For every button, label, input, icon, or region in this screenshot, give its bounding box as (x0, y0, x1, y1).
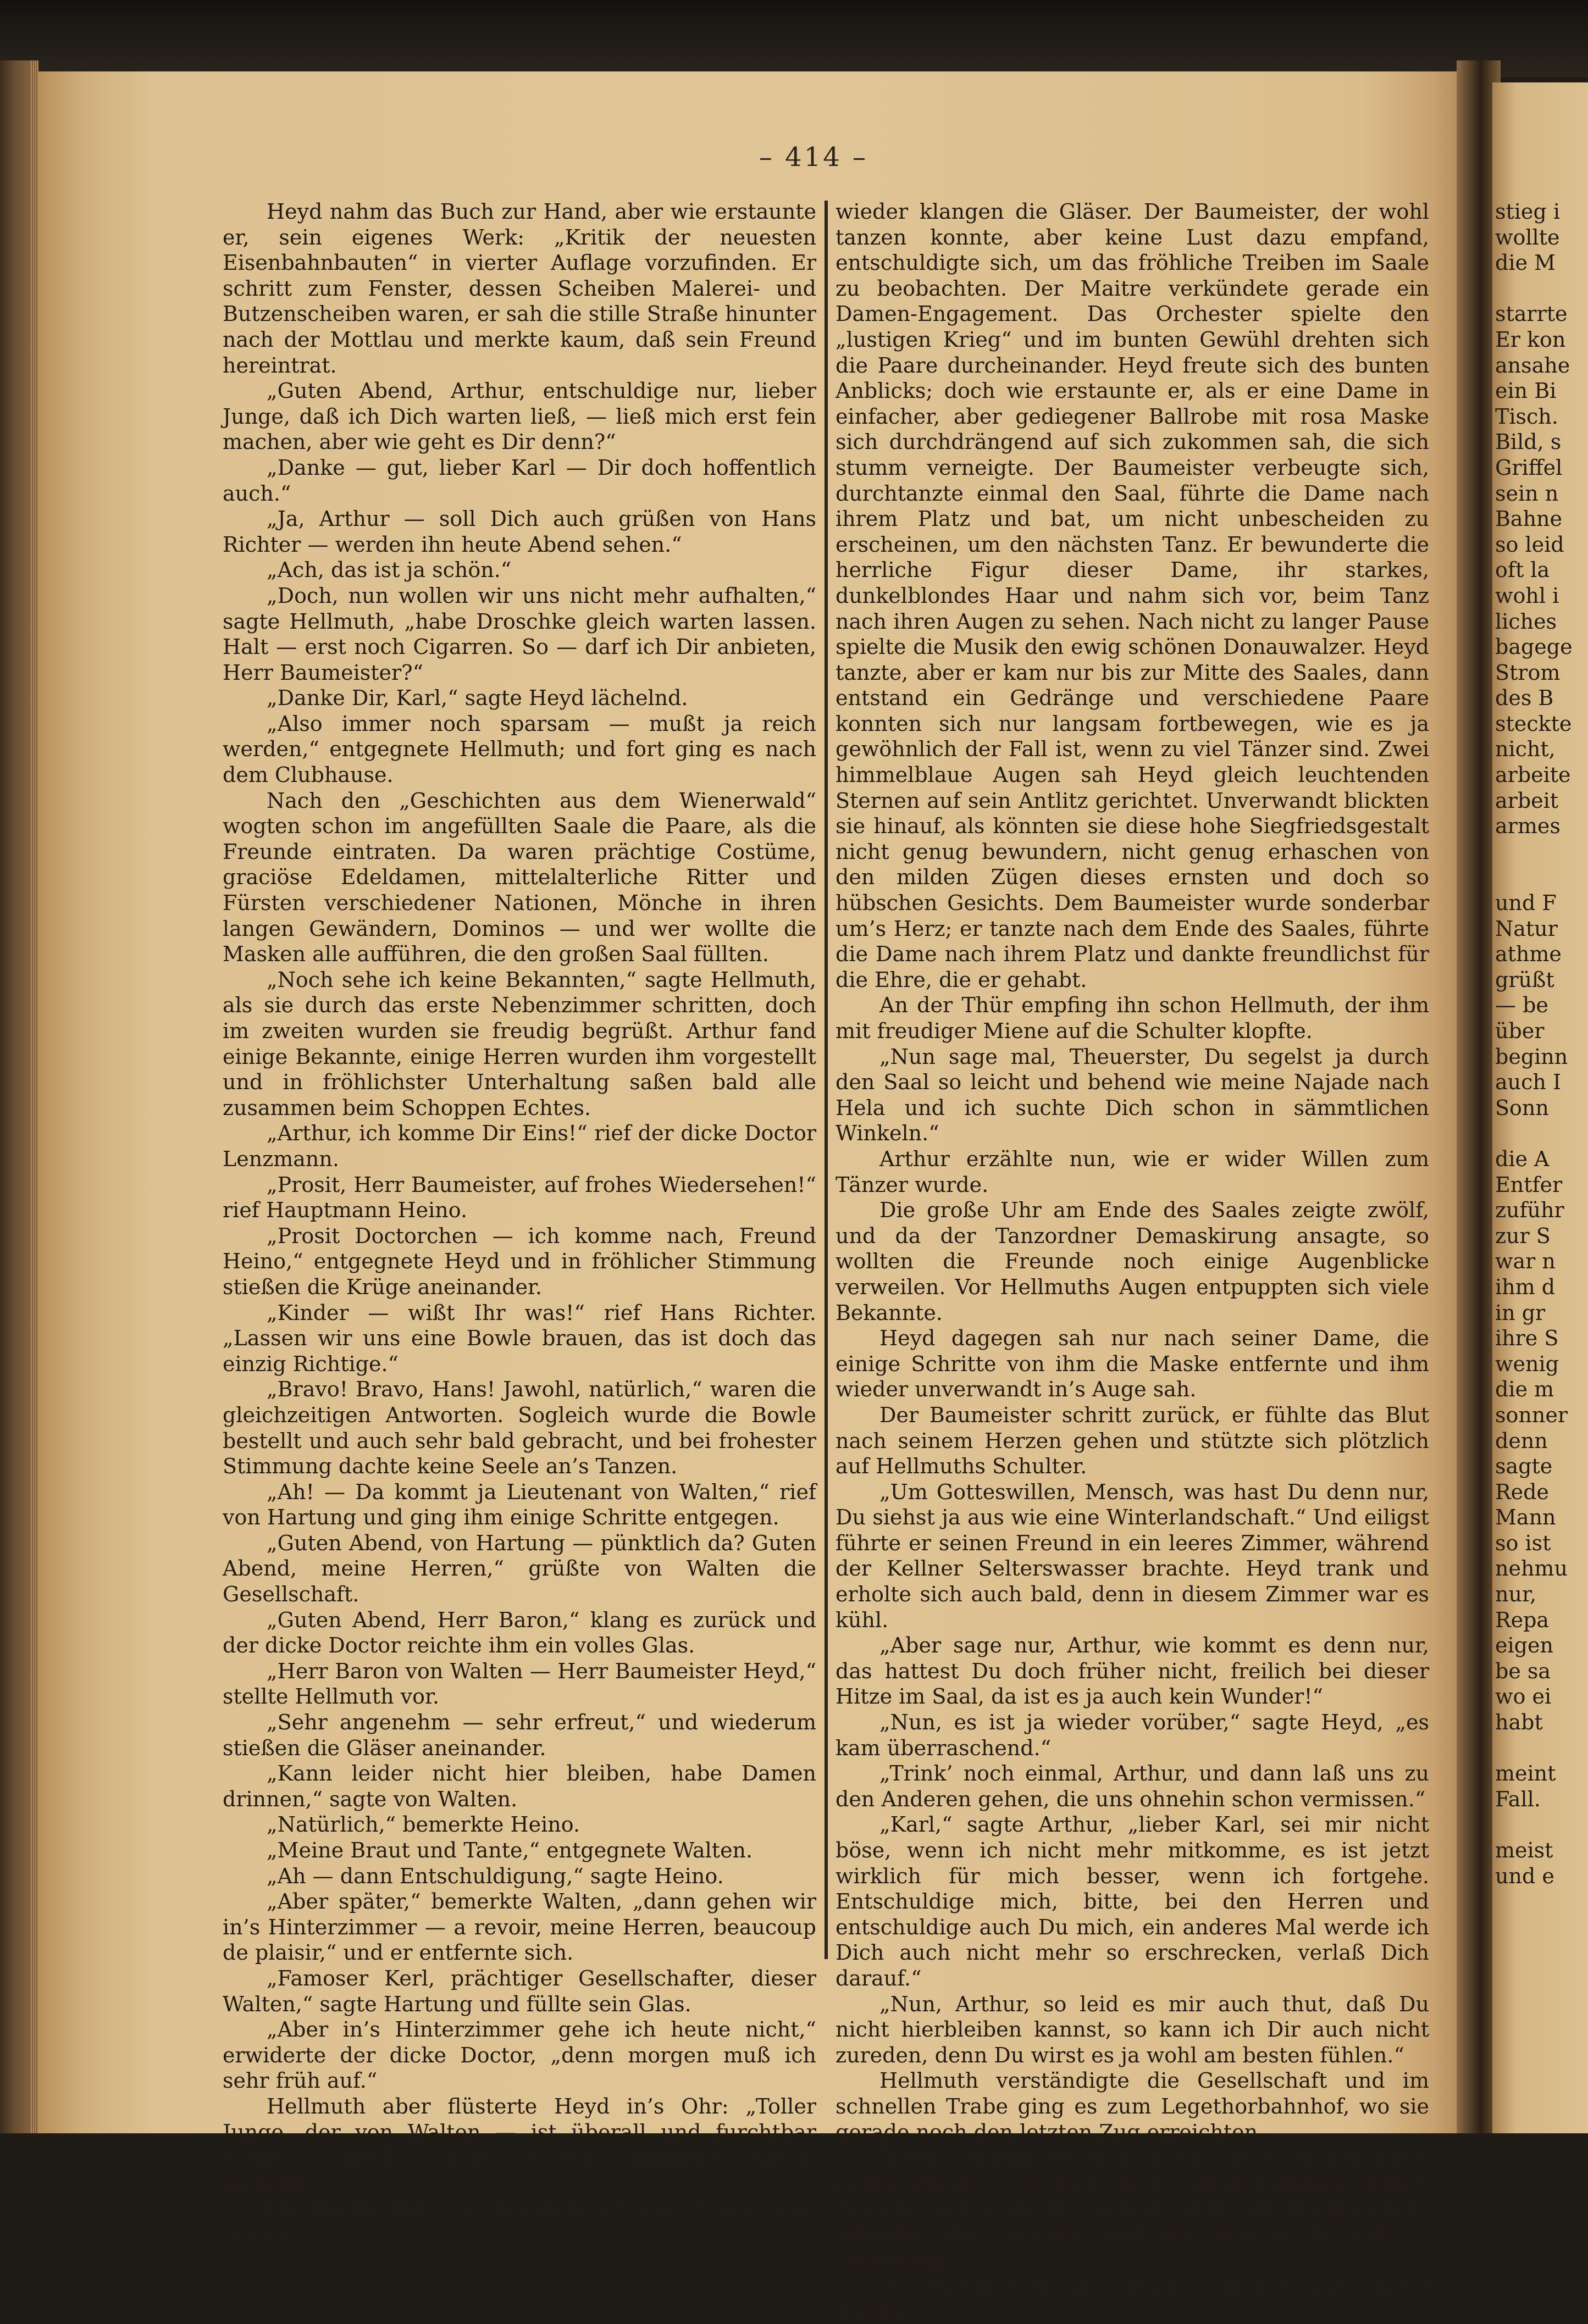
fragment-line: des B (1495, 686, 1554, 711)
paragraph: „Natürlich,“ bemerkte Heino. (267, 1812, 580, 1837)
paragraph: „Guten Abend, von Hartung — pünktlich da? Guten Abend, meine Herren,“ grüßte von Walten die Gesellschaft. (223, 1530, 816, 1607)
fragment-line: sagte (1495, 1454, 1553, 1479)
fragment-line: meint (1495, 1761, 1556, 1786)
fragment-line: wo ei (1495, 1684, 1552, 1709)
paragraph: „Kinder — wißt Ihr was!“ rief Hans Richter. „Lassen wir uns eine Bowle brauen, das ist doch das einzig Richtige.“ (223, 1300, 816, 1376)
paragraph: „Nun, Arthur, so leid es mir auch thut, daß Du nicht hierbleiben kannst, so kann ich Dir auch nicht zureden, denn Du wirst es ja wohl am besten fühlen.“ (836, 1992, 1429, 2067)
paragraph: „Ah — dann Entschuldigung,“ sagte Heino. (267, 1863, 724, 1888)
paragraph: „Aber später,“ bemerkte Walten, „dann gehen wir in’s Hinterzimmer — a revoir, meine Herren, beaucoup de plaisir,“ und er entfernte sich. (223, 1889, 816, 1965)
paragraph: „Danke Dir, Karl,“ sagte Heyd lächelnd. (267, 686, 688, 711)
paragraph: „Guten Abend, Arthur, entschuldige nur, lieber Junge, daß ich Dich warten ließ, — ließ mich erst fein machen, aber wie geht es Dir denn?“ (223, 379, 816, 454)
paragraph: Hellmuth verständigte die Gesellschaft und im schnellen Trabe ging es zum Legethorbahnhof, wo sie gerade noch den letzten Zug erreichten. (836, 2068, 1429, 2144)
fragment-line: ihm d (1495, 1274, 1556, 1299)
next-page-fragment-column (1495, 199, 1588, 1889)
paragraph: „Arthur, ich komme Dir Eins!“ rief der dicke Doctor Lenzmann. (223, 1121, 816, 1171)
fragment-line: Bild, s (1495, 430, 1562, 454)
fragment-line: Mann (1495, 1505, 1556, 1530)
paragraph: Der Baumeister schritt zurück, er fühlte das Blut nach seinem Herzen gehen und stützte sich plötzlich auf Hellmuths Schulter. (836, 1402, 1429, 1479)
paragraph: „Ja, Arthur — soll Dich auch grüßen von Hans Richter — werden ihn heute Abend sehen.“ (223, 507, 816, 557)
fragment-line: nur, (1495, 1582, 1537, 1607)
paragraph: „Guten Abend, Herr Baron,“ klang es zurück und der dicke Doctor reichte ihm ein volles Glas. (223, 1607, 816, 1658)
fragment-line: arbeit (1495, 788, 1559, 813)
fragment-line: die M (1495, 251, 1556, 275)
fragment-line: Repa (1495, 1607, 1550, 1632)
paragraph: Heyd dagegen sah nur nach seiner Dame, die einige Schritte von ihm die Maske entfernte und ihm wieder unverwandt in’s Auge sah. (836, 1326, 1429, 1402)
text-column-left (223, 199, 816, 2248)
fragment-line: ihre S (1495, 1326, 1559, 1351)
scan-top-background (0, 0, 1588, 77)
fragment-line: starrte (1495, 302, 1568, 326)
fragment-line: denn (1495, 1428, 1548, 1453)
paragraph: „Noch sehe ich keine Bekannten,“ sagte Hellmuth, als sie durch das erste Nebenzimmer schritten, doch im zweiten wurden sie freudig begrüßt. Arthur fand einige Bekannte, einige Herren wurden ihm vorgestellt und in fröhlichster Unterhaltung saßen bald alle zusammen beim Schoppen Echtes. (223, 967, 816, 1120)
paragraph: „Doch, nun wollen wir uns nicht mehr aufhalten,“ sagte Hellmuth, „habe Droschke gleich warten lassen. Halt — erst noch Cigarren. So — darf ich Dir anbieten, Herr Baumeister?“ (223, 583, 816, 685)
fragment-line: Strom (1495, 660, 1561, 685)
fragment-line (1495, 864, 1588, 890)
fragment-line: auch I (1495, 1070, 1561, 1095)
fragment-line (1495, 839, 1588, 865)
fragment-line: armes (1495, 814, 1561, 839)
fragment-line: die m (1495, 1377, 1554, 1402)
paragraph: „Bravo! Bravo, Hans! Jawohl, natürlich,“ waren die gleichzeitigen Antworten. Sogleich wurde die Bowle bestellt und auch sehr bald gebracht, und bei frohester Stimmung dachte keine Seele an’s Tanzen. (223, 1377, 816, 1479)
paragraph: Nach den „Geschichten aus dem Wienerwald“ wogten schon im angefüllten Saale die Paare, als die Freunde eintraten. Da waren prächtige Costüme, graciöse Edeldamen, mittelalterliche Ritter und Fürsten verschiedener Nationen, Mönche in ihren langen Gewändern, Dominos — und wer wollte die Masken alle aufführen, die den großen Saal füllten. (223, 788, 816, 967)
fragment-line: so ist (1495, 1530, 1551, 1555)
paragraph: wieder klangen die Gläser. Der Baumeister, der wohl tanzen konnte, aber keine Lust dazu empfand, entschuldigte sich, um das fröhliche Treiben im Saale zu beobachten. Der Maitre verkündete gerade ein Damen-Engagement. Das Orchester spielte den „lustigen Krieg“ und im bunten Gewühl drehten sich die Paare durcheinander. Heyd freute sich des bunten Anblicks; doch wie erstaunte er, als er eine Dame in einfacher, aber gediegener Ballrobe mit rosa Maske sich durchdrängend auf sich zukommen sah, die sich stumm verneigte. Der Baumeister verbeugte sich, durchtanzte einmal den Saal, führte die Dame nach ihrem Platz und bat, um nicht unbescheiden zu erscheinen, um den nächsten Tanz. Er bewunderte die herrliche Figur dieser Dame, ihr starkes, dunkelblondes Haar und nahm sich vor, beim Tanz nach ihren Augen zu sehen. Nach nicht zu langer Pause spielte die Musik den ewig schönen Donauwalzer. Heyd tanzte, aber er kam nur bis zur Mitte des Saales, dann entstand ein Gedränge und verschiedene Paare konnten sich nur langsam fortbewegen, wie es ja gewöhnlich der Fall ist, wenn zu viel Tänzer sind. Zwei himmelblaue Augen sah Heyd gleich leuchtenden Sternen auf sein Antlitz gerichtet. Unverwandt blickten sie hinauf, als könnten sie diese hohe Siegfriedsgestalt nicht genug bewundern, nicht genug erhaschen von den milden Zügen dieses ernsten und doch so hübschen Gesichts. Dem Baumeister wurde sonderbar um’s Herz; er tanzte nach dem Ende des Saales, führte die Dame nach ihrem Platz und dankte freundlichst für die Ehre, die er gehabt. (836, 199, 1429, 992)
fragment-line: liches (1495, 609, 1557, 634)
paragraph: „Karl,“ sagte Arthur, „lieber Karl, sei mir nicht böse, wenn ich nicht mehr mitkomme, es ist jetzt wirklich für mich besser, wenn ich fortgehe. Entschuldige mich, bitte, bei den Herren und entschuldige auch Du mich, ein anderes Mal werde ich Dich auch nicht mehr so erschrecken, verlaß Dich darauf.“ (836, 1812, 1429, 1990)
paragraph: „Aber in’s Hinterzimmer gehe ich heute nicht,“ erwiderte der dicke Doctor, „denn morgen muß ich sehr früh auf.“ (223, 2017, 816, 2093)
fragment-line (1495, 1735, 1588, 1761)
paragraph: „Prosit Doctorchen — ich komme nach, Freund Heino,“ entgegnete Heyd und in fröhlicher Stimmung stießen die Krüge aneinander. (223, 1223, 816, 1299)
fragment-line: stieg i (1495, 199, 1560, 224)
paragraph: „Trink’ noch einmal, Arthur, und dann laß uns zu den Anderen gehen, die uns ohnehin schon vermissen.“ (836, 1761, 1429, 1811)
fragment-line: meist (1495, 1838, 1553, 1862)
paragraph: Heyd nahm das Buch zur Hand, aber wie erstaunte er, sein eigenes Werk: „Kritik der neuesten Eisenbahnbauten“ in vierter Auflage vorzufinden. Er schritt zum Fenster, dessen Scheiben Malerei- und Butzenscheiben waren, er sah die stille Straße hinunter nach der Mottlau und merkte kaum, daß sein Freund hereintrat. (223, 199, 816, 378)
fragment-line: so leid (1495, 532, 1564, 557)
fragment-line: Rede (1495, 1479, 1549, 1504)
paragraph: „Meine Braut und Tante,“ entgegnete Walten. (267, 1838, 753, 1862)
paragraph: Arthur erzählte nun, wie er wider Willen zum Tänzer wurde. (836, 1146, 1429, 1197)
fragment-line: oft la (1495, 558, 1550, 583)
fragment-line: sonner (1495, 1402, 1568, 1427)
paragraph: „Famoser Kerl, prächtiger Gesellschafter, dieser Walten,“ sagte Hartung und füllte sein Glas. (223, 1966, 816, 2016)
fragment-line: athme (1495, 942, 1562, 967)
paragraph: „Sehr angenehm — sehr erfreut,“ und wiederum stießen die Gläser aneinander. (223, 1710, 816, 1760)
fragment-line: und e (1495, 1863, 1554, 1888)
fragment-line: wohl i (1495, 583, 1559, 608)
fragment-line (1495, 1812, 1588, 1838)
column-divider (825, 201, 828, 1959)
fragment-line: und F (1495, 891, 1557, 916)
paragraph: „Um Gotteswillen, Mensch, was hast Du denn nur, Du siehst ja aus wie eine Winterlandschaft.“ Und eiligst führte er seinen Freund in ein leeres Zimmer, während der Kellner Selterswasser brachte. Heyd trank und erholte sich auch bald, denn in diesem Zimmer war es kühl. (836, 1479, 1429, 1632)
fragment-line: Fall. (1495, 1787, 1541, 1811)
fragment-line: zur S (1495, 1223, 1551, 1248)
fragment-line: steckte (1495, 711, 1572, 736)
page-number: – 414 – (759, 142, 868, 173)
fragment-line (1495, 1121, 1588, 1146)
fragment-line (1495, 276, 1588, 302)
fragment-line: in gr (1495, 1300, 1546, 1325)
paragraph: „Ach, das ist ja schön.“ (267, 558, 512, 583)
fragment-line: Griffel (1495, 455, 1563, 480)
fragment-line: nehmu (1495, 1556, 1568, 1581)
fragment-line: arbeite (1495, 763, 1571, 787)
fragment-line: über (1495, 1019, 1545, 1043)
fragment-line: Entfer (1495, 1172, 1563, 1197)
paragraph: Hellmuth aber flüsterte Heyd in’s Ohr: „Toller Junge, der von Walten — ist überall und furchtbar leicht — spielt — hast Du eine Ahnung?“ Arthur lächelte. (223, 2094, 816, 2195)
paragraph: Die zweite Bowle wurde gebracht und wieder und immer (223, 2197, 816, 2247)
fragment-line: ein Bi (1495, 379, 1557, 403)
fragment-line: war n (1495, 1249, 1556, 1274)
fragment-line: die A (1495, 1146, 1550, 1171)
fragment-line: wenig (1495, 1351, 1559, 1376)
fragment-line: Sonn (1495, 1095, 1549, 1120)
fragment-line: be sa (1495, 1659, 1551, 1683)
paragraph: „Nun, es ist ja wieder vorüber,“ sagte Heyd, „es kam überraschend.“ (836, 1710, 1429, 1760)
fragment-line: sein n (1495, 481, 1559, 506)
paragraph: Die große Uhr am Ende des Saales zeigte zwölf, und da der Tanzordner Demaskirung ansagte, so wollten die Freunde noch einige Augenblicke verweilen. Vor Hellmuths Augen entpuppten sich viele Bekannte. (836, 1198, 1429, 1325)
fragment-line: Er kon (1495, 327, 1566, 352)
paragraph: „Kann leider nicht hier bleiben, habe Damen drinnen,“ sagte von Walten. (223, 1761, 816, 1811)
fragment-line: beginn (1495, 1044, 1568, 1069)
paragraph: Der Baumeister, der anfangs nach Hause fahren wollte, (836, 2273, 1429, 2323)
fragment-line: Natur (1495, 916, 1558, 941)
paragraph: „Also immer noch sparsam — mußt ja reich werden,“ entgegnete Hellmuth; und fort ging es nach dem Clubhause. (223, 711, 816, 787)
fragment-line: — be (1495, 993, 1548, 1018)
fragment-line: ansahe (1495, 353, 1570, 378)
book-edge-left (0, 60, 38, 2133)
text-column-right (836, 199, 1429, 2324)
fragment-line: grüßt (1495, 967, 1554, 992)
fragment-line: zuführ (1495, 1198, 1564, 1223)
fragment-line: wollte (1495, 225, 1560, 249)
paragraph: An der Thür empfing ihn schon Hellmuth, der ihm mit freudiger Miene auf die Schulter klopfte. (836, 993, 1429, 1043)
paragraph: „Herr Baron von Walten — Herr Baumeister Heyd,“ stellte Hellmuth vor. (223, 1659, 816, 1709)
fragment-line: habt (1495, 1710, 1543, 1735)
paragraph: „Nun sage mal, Theuerster, Du segelst ja durch den Saal so leicht und behend wie meine Najade nach Hela und ich suchte Dich schon in sämmtlichen Winkeln.“ (836, 1044, 1429, 1146)
fragment-line: eigen (1495, 1633, 1553, 1658)
paragraph: „Prosit, Herr Baumeister, auf frohes Wiedersehen!“ rief Hauptmann Heino. (223, 1172, 816, 1223)
paragraph: Arthur versprach seinem Freunde, ihm morgen einige Zeilen zu senden, Karl dagegen alsbald seinen Besuch; mit „gute Besserung“ und „auf Wiederseh’n“ schieden die Freunde und der Zug setzte sich in Bewegung. (836, 2145, 1429, 2272)
fragment-line: bagege (1495, 635, 1573, 659)
paragraph: „Aber sage nur, Arthur, wie kommt es denn nur, das hattest Du doch früher nicht, freilich bei dieser Hitze im Saal, da ist es ja auch kein Wunder!“ (836, 1633, 1429, 1709)
paragraph: „Ah! — Da kommt ja Lieutenant von Walten,“ rief von Hartung und ging ihm einige Schritte entgegen. (223, 1479, 816, 1530)
paragraph: „Danke — gut, lieber Karl — Dir doch hoffentlich auch.“ (223, 455, 816, 506)
fragment-line: Tisch. (1495, 404, 1558, 429)
fragment-line: nicht, (1495, 737, 1556, 762)
fragment-line: Bahne (1495, 507, 1563, 531)
